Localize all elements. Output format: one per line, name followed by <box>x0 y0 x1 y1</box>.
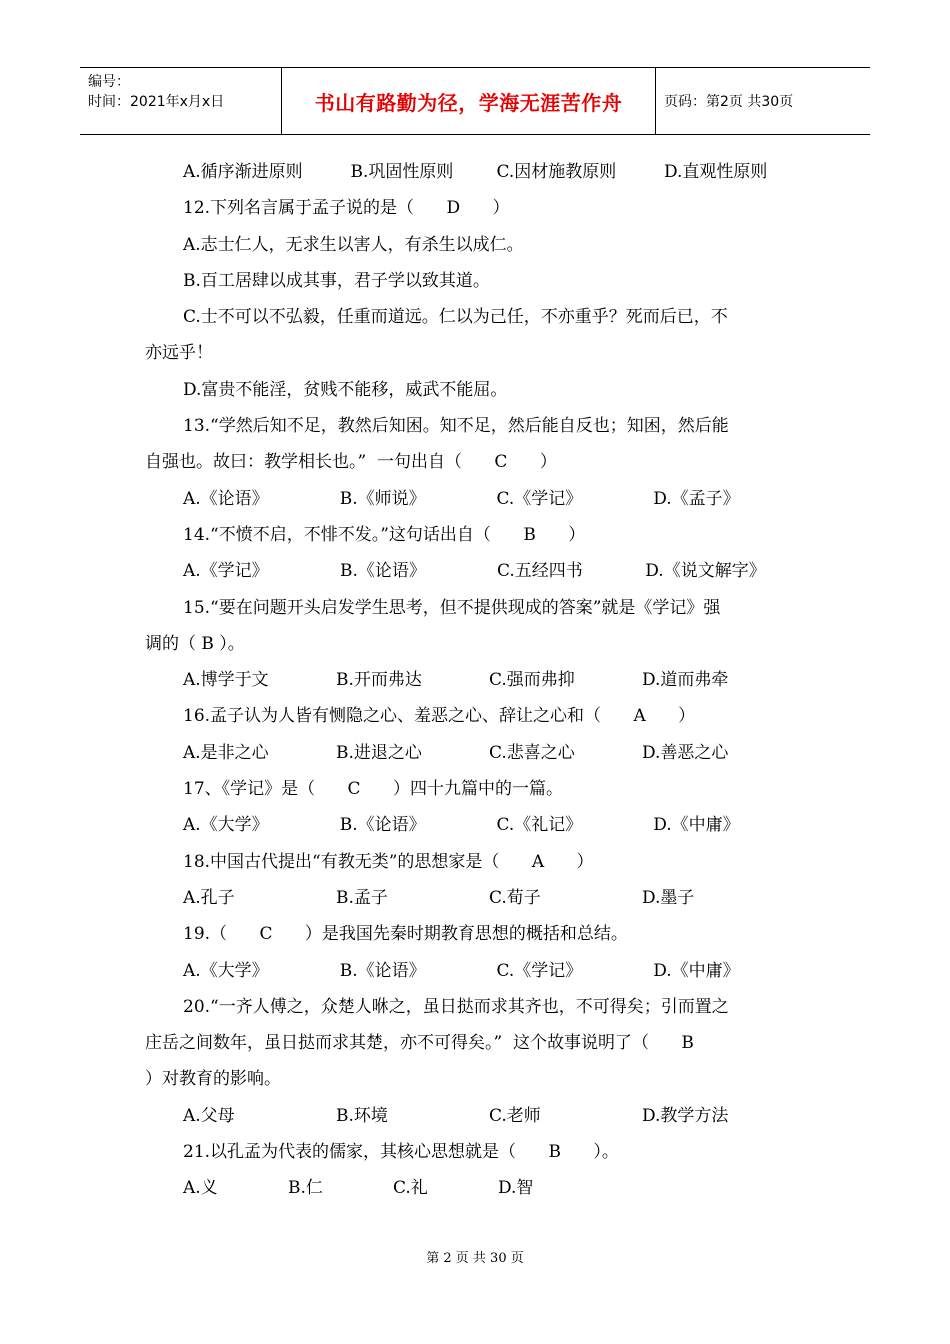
option-item: C.老师 <box>489 1105 541 1126</box>
option-item: B.开而弗达 <box>336 670 422 691</box>
options-line <box>145 1170 810 1206</box>
text-line: 14.“不愤不启，不悱不发。”这句话出自（ B ） <box>183 524 586 545</box>
text-line: 17、《学记》是（ C ）四十九篇中的一篇。 <box>183 779 563 800</box>
options-line <box>145 735 810 771</box>
option-item: C.礼 <box>393 1178 428 1199</box>
option-item: D.教学方法 <box>642 1105 729 1126</box>
text-line: B.百工居肆以成其事，君子学以致其道。 <box>183 270 490 291</box>
date-label: 时间：2021年x月x日 <box>88 94 225 110</box>
option-item: A.是非之心 <box>183 742 269 763</box>
page-header <box>80 67 870 135</box>
option-item: B.《论语》 <box>340 561 426 582</box>
option-item: C.五经四书 <box>497 561 583 582</box>
option-item: A.父母 <box>183 1105 235 1126</box>
option-item: D.善恶之心 <box>642 742 729 763</box>
option-item: D.《中庸》 <box>653 960 740 981</box>
option-item: C.荀子 <box>489 887 541 908</box>
serial-number-label: 编号： <box>88 74 130 90</box>
option-item: B.《论语》 <box>339 815 426 836</box>
text-line: 19.（ C ）是我国先秦时期教育思想的概括和总结。 <box>183 924 628 945</box>
option-item: C.悲喜之心 <box>489 742 575 763</box>
options-line <box>145 807 810 843</box>
header-info <box>80 68 282 134</box>
text-line: 12.下列名言属于孟子说的是（ D ） <box>183 198 510 219</box>
text-line: 庄岳之间数年，虽日挞而求其楚，亦不可得矣。” 这个故事说明了（ B <box>145 1033 694 1054</box>
text-line: A.志士仁人，无求生以害人，有杀生以成仁。 <box>183 234 524 255</box>
option-item: A.义 <box>183 1178 218 1199</box>
option-item: C.强而弗抑 <box>489 670 575 691</box>
option-item: C.《学记》 <box>496 960 583 981</box>
options-line <box>145 553 810 589</box>
option-item: D.智 <box>498 1178 534 1199</box>
option-item: B.《师说》 <box>339 488 426 509</box>
option-item: D.《孟子》 <box>653 488 740 509</box>
option-item: D.《说文解字》 <box>645 561 766 582</box>
text-line: 13.“学然后知不足，教然后知困。知不足，然后能自反也；知困，然后能 <box>183 416 729 437</box>
options-line <box>145 154 810 190</box>
text-line: 20.“一齐人傅之，众楚人咻之，虽日挞而求其齐也，不可得矣；引而置之 <box>183 996 729 1017</box>
header-motto: 书山有路勤为径，学海无涯苦作舟 <box>282 68 656 134</box>
header-page-info: 页码：第2页 共30页 <box>664 94 794 110</box>
option-item: B.仁 <box>288 1178 323 1199</box>
text-line: 15.“要在问题开头启发学生思考，但不提供现成的答案”就是《学记》强 <box>183 597 721 618</box>
option-item: D.《中庸》 <box>653 815 740 836</box>
option-item: B.进退之心 <box>336 742 422 763</box>
option-item: B.孟子 <box>336 887 388 908</box>
document-body <box>145 154 810 1207</box>
option-item: A.博学于文 <box>183 670 269 691</box>
options-line <box>145 662 810 698</box>
option-item: A.《大学》 <box>183 815 269 836</box>
options-line <box>145 953 810 989</box>
option-item: C.因材施教原则 <box>496 162 617 182</box>
text-line: 亦远乎！ <box>145 343 213 364</box>
option-item: A.《学记》 <box>183 561 269 582</box>
option-item: A.循序渐进原则 <box>183 162 303 182</box>
option-item: A.孔子 <box>183 887 235 908</box>
options-line <box>145 481 810 517</box>
option-item: C.《礼记》 <box>496 815 583 836</box>
option-item: A.《大学》 <box>183 960 269 981</box>
text-line: ）对教育的影响。 <box>145 1069 281 1090</box>
option-item: C.《学记》 <box>496 488 583 509</box>
option-item: B.《论语》 <box>339 960 426 981</box>
option-item: D.墨子 <box>642 887 695 908</box>
option-item: D.直观性原则 <box>663 162 768 182</box>
text-line: 21.以孔孟为代表的儒家，其核心思想就是（ B ）。 <box>183 1142 619 1163</box>
option-item: D.道而弗牵 <box>642 670 729 691</box>
text-line: 18.中国古代提出“有教无类”的思想家是（ A ） <box>183 851 594 872</box>
text-line: 自强也。故曰：教学相长也。” 一句出自（ C ） <box>145 452 557 473</box>
option-item: A.《论语》 <box>183 488 269 509</box>
text-line: D.富贵不能淫，贫贱不能移，威武不能屈。 <box>183 379 508 400</box>
option-item: B.巩固性原则 <box>350 162 454 182</box>
text-line: 调的（ B ）。 <box>145 633 245 654</box>
options-line <box>145 880 810 916</box>
page-footer: 第 2 页 共 30 页 <box>426 1251 524 1266</box>
text-line: C.士不可以不弘毅，任重而道远。仁以为己任，不亦重乎？死而后已，不 <box>183 307 728 328</box>
options-line <box>145 1098 810 1134</box>
text-line: 16.孟子认为人皆有恻隐之心、羞恶之心、辞让之心和（ A ） <box>183 706 696 727</box>
option-item: B.环境 <box>336 1105 388 1126</box>
